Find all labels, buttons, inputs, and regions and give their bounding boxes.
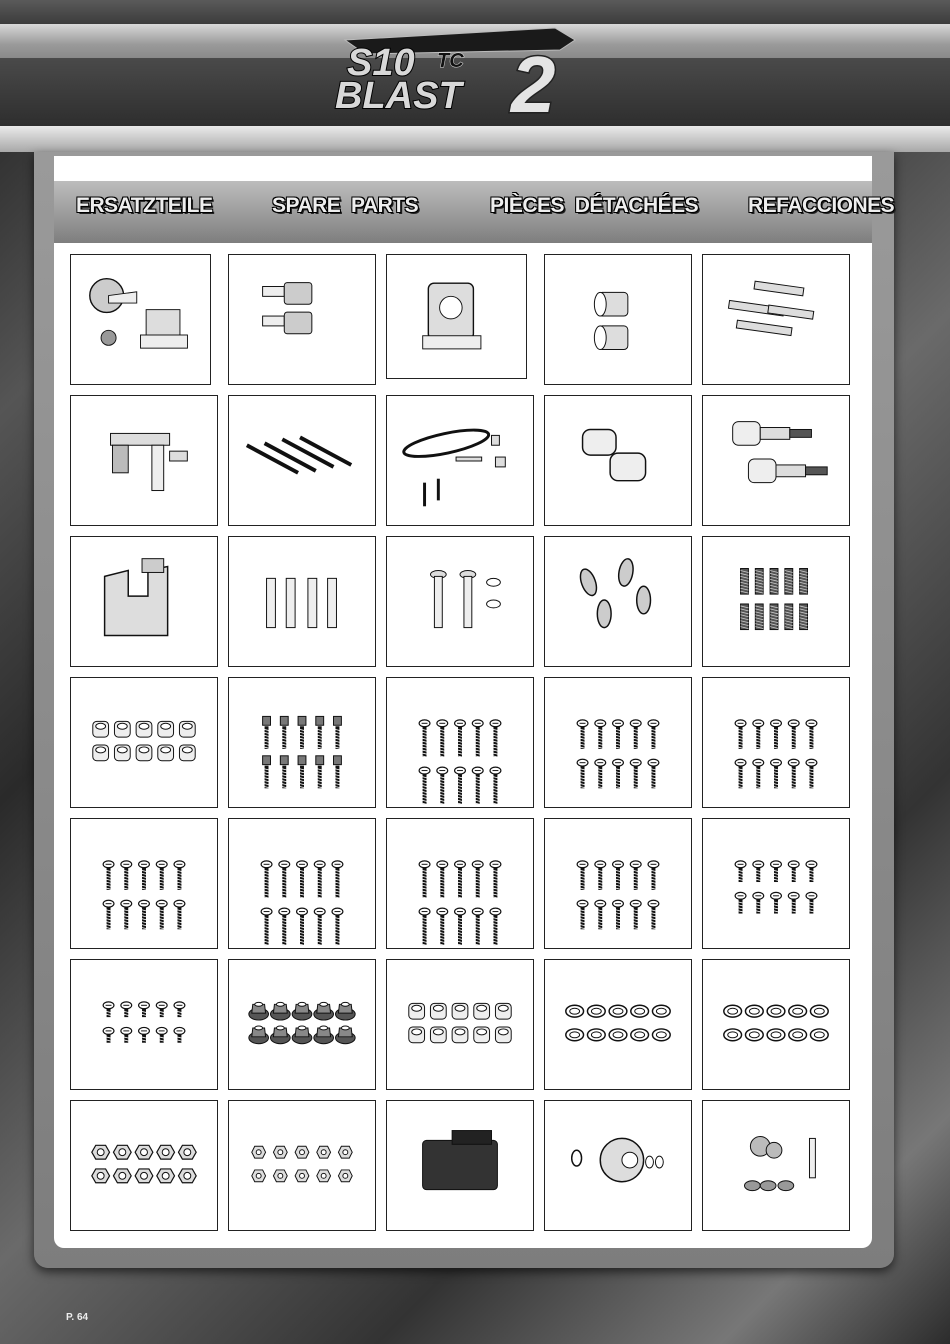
header-stripe-lower <box>0 126 950 152</box>
outdrive-cups-icon <box>545 255 691 384</box>
button-screws-long-2-icon <box>229 819 375 948</box>
part-cell <box>228 254 376 385</box>
differential-case-icon <box>545 1101 691 1230</box>
part-cell <box>70 959 218 1090</box>
part-cell <box>544 677 692 808</box>
part-cell <box>544 254 692 385</box>
logo-line2: BLAST <box>335 75 462 117</box>
set-screws-icon <box>703 537 849 666</box>
joint-cups-icon <box>545 396 691 525</box>
part-cell <box>702 536 850 667</box>
part-cell <box>702 677 850 808</box>
part-cell <box>228 818 376 949</box>
part-cell <box>70 677 218 808</box>
heading-english: SPARE PARTS <box>272 194 419 217</box>
long-pins-icon <box>229 396 375 525</box>
washers-icon <box>703 960 849 1089</box>
gearbox-housing-icon <box>387 255 526 378</box>
hinge-pins-and-spacers-icon <box>387 537 533 666</box>
logo-number: 2 <box>511 40 556 120</box>
part-cell <box>386 254 527 379</box>
part-cell <box>228 395 376 526</box>
part-cell <box>386 677 534 808</box>
button-screws-medium-2-icon <box>387 819 533 948</box>
part-cell <box>544 536 692 667</box>
part-cell <box>228 959 376 1090</box>
part-cell <box>228 677 376 808</box>
small-lock-nuts-icon <box>229 1101 375 1230</box>
s10-blast-logo <box>325 20 585 120</box>
heading-french: PIÈCES DÉTACHÉES <box>490 194 699 217</box>
receiver-icon <box>387 1101 533 1230</box>
part-cell <box>70 1100 218 1231</box>
part-cell <box>702 254 850 385</box>
part-cell <box>544 959 692 1090</box>
bevel-gears-icon <box>703 1101 849 1230</box>
button-screws-short-2-icon <box>545 819 691 948</box>
page-number: P. 64 <box>66 1312 89 1323</box>
part-cell <box>386 395 534 526</box>
logo-line1: S10 <box>347 42 415 84</box>
part-cell <box>70 395 218 526</box>
part-cell <box>544 1100 692 1231</box>
posts-icon <box>229 537 375 666</box>
part-cell <box>702 395 850 526</box>
drive-cups-icon <box>229 255 375 384</box>
logo-tag: TC <box>437 50 464 72</box>
part-cell <box>228 536 376 667</box>
button-screws-long-icon <box>387 678 533 807</box>
nuts-set-icon <box>71 678 217 807</box>
stub-axles-icon <box>703 396 849 525</box>
differential-gear-set-icon <box>71 255 210 384</box>
steering-assembly-icon <box>71 396 217 525</box>
heading-german: ERSATZTEILE <box>76 194 213 217</box>
part-cell <box>544 395 692 526</box>
part-cell <box>228 1100 376 1231</box>
body-clips-and-pins-icon <box>387 396 533 525</box>
part-cell <box>70 818 218 949</box>
ball-links-icon <box>545 537 691 666</box>
part-cell <box>386 818 534 949</box>
button-screws-tiny-2-icon <box>71 960 217 1089</box>
part-cell <box>702 818 850 949</box>
button-screws-tiny-icon <box>703 819 849 948</box>
part-cell <box>70 254 211 385</box>
cap-screws-icon <box>229 678 375 807</box>
heading-spanish: REFACCIONES <box>748 194 895 217</box>
suspension-arm-mounts-icon <box>703 255 849 384</box>
button-screws-small-icon <box>71 819 217 948</box>
part-cell <box>386 959 534 1090</box>
part-cell <box>702 1100 850 1231</box>
o-rings-icon <box>545 960 691 1089</box>
part-cell <box>70 536 218 667</box>
part-cell <box>544 818 692 949</box>
button-screws-short-icon <box>703 678 849 807</box>
lock-nuts-icon <box>71 1101 217 1230</box>
motor-mount-icon <box>71 537 217 666</box>
part-cell <box>702 959 850 1090</box>
part-cell <box>386 1100 534 1231</box>
part-cell <box>386 536 534 667</box>
flanged-nuts-icon <box>229 960 375 1089</box>
ball-stud-collars-icon <box>387 960 533 1089</box>
button-screws-medium-icon <box>545 678 691 807</box>
